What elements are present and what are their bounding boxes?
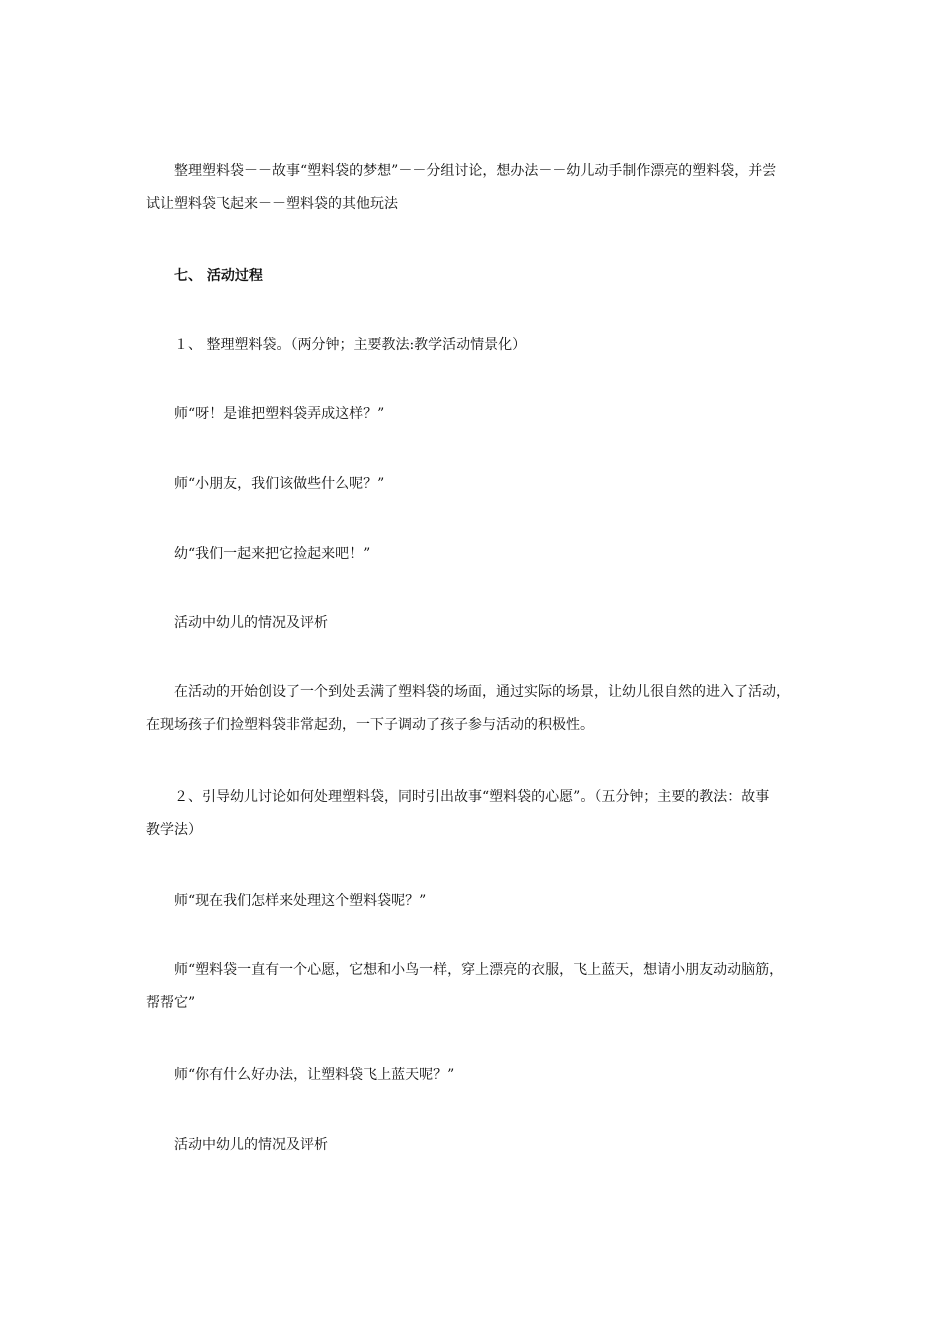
step-2-line-2: 教学法）: [146, 822, 202, 838]
teacher-dialog-3: 师“现在我们怎样来处理这个塑料袋呢？”: [174, 893, 427, 909]
teacher-dialog-4-line-2: 帮帮它”: [146, 995, 196, 1011]
activity-flow-paragraph: [146, 155, 810, 221]
step-1-heading: １、 整理塑料袋。（两分钟；主要教法:教学活动情景化）: [174, 337, 527, 353]
section-heading-activity-process: 七、 活动过程: [174, 268, 263, 284]
step-2-line-1: ２、引导幼儿讨论如何处理塑料袋，同时引出故事“塑料袋的心愿”。（五分钟；主要的教法：故事: [174, 789, 770, 805]
analysis-1-line-1: 在活动的开始创设了一个到处丢满了塑料袋的场面，通过实际的场景，让幼儿很自然的进入了活动，: [174, 684, 790, 700]
teacher-dialog-5: 师“你有什么好办法，让塑料袋飞上蓝天呢？”: [174, 1067, 455, 1083]
activity-flow-line-1: 整理塑料袋－－故事“塑料袋的梦想”－－分组讨论，想办法－－幼儿动手制作漂亮的塑料袋，并尝: [174, 163, 777, 179]
teacher-dialog-4-paragraph: [146, 954, 810, 1020]
analysis-1-line-2: 在现场孩子们捡塑料袋非常起劲，一下子调动了孩子参与活动的积极性。: [146, 717, 594, 733]
teacher-dialog-1: 师“呀！是谁把塑料袋弄成这样？”: [174, 406, 385, 422]
step-2-paragraph: [146, 781, 810, 847]
activity-flow-line-2: 试让塑料袋飞起来－－塑料袋的其他玩法: [146, 196, 398, 212]
analysis-paragraph-1: [146, 676, 810, 742]
teacher-dialog-2: 师“小朋友，我们该做些什么呢？”: [174, 476, 385, 492]
analysis-label-1: 活动中幼儿的情况及评析: [174, 615, 328, 631]
teacher-dialog-4-line-1: 师“塑料袋一直有一个心愿，它想和小鸟一样，穿上漂亮的衣服，飞上蓝天，想请小朋友动动脑筋，: [174, 962, 784, 978]
analysis-label-2: 活动中幼儿的情况及评析: [174, 1137, 328, 1153]
child-dialog-1: 幼“我们一起来把它捡起来吧！”: [174, 546, 371, 562]
